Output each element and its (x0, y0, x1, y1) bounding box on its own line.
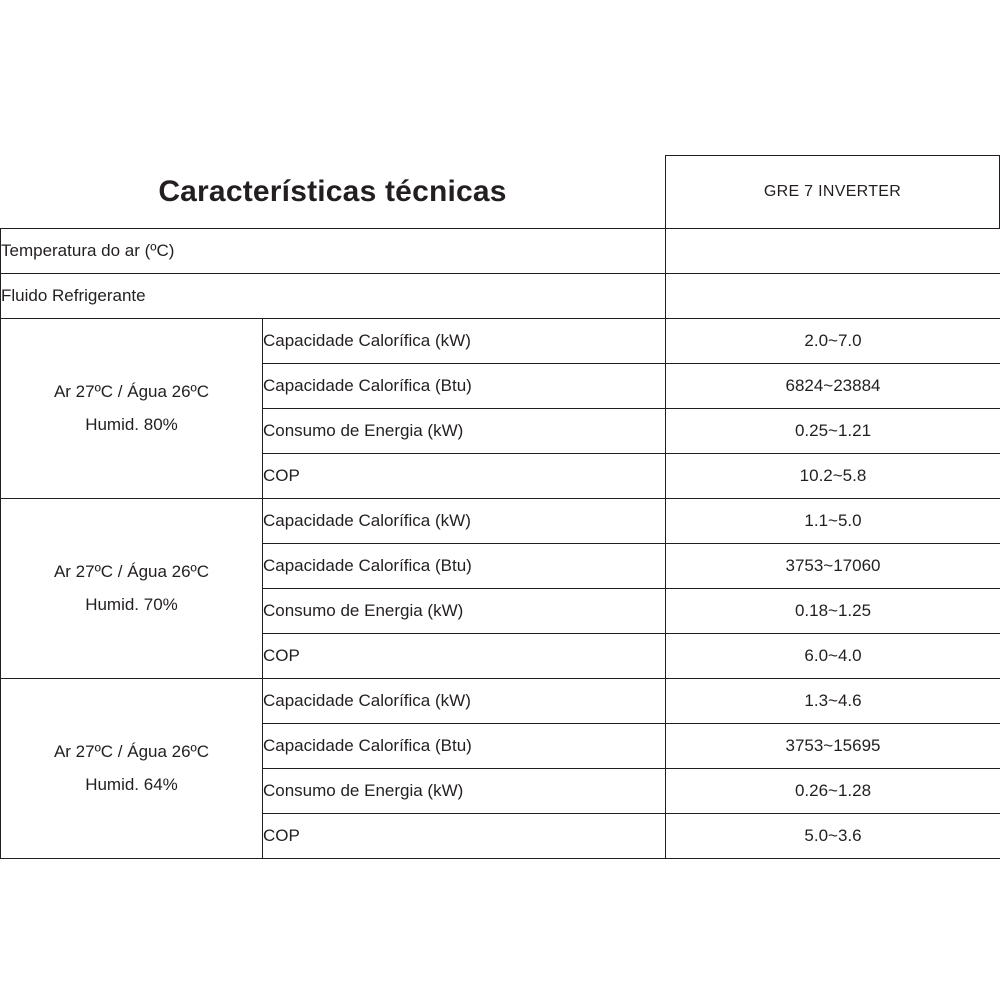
specifications-table (0, 228, 1000, 859)
row-label: Capacidade Calorífica (Btu) (263, 544, 666, 589)
row-label: Capacidade Calorífica (kW) (263, 319, 666, 364)
row-label: Capacidade Calorífica (kW) (263, 499, 666, 544)
row-label: COP (263, 454, 666, 499)
table-row (1, 229, 1000, 274)
row-value: 6824~23884 (666, 364, 1000, 409)
condition-group-label (1, 319, 263, 499)
row-value (666, 229, 1000, 274)
row-value: 0.18~1.25 (666, 589, 1000, 634)
row-label: Consumo de Energia (kW) (263, 589, 666, 634)
model-name: GRE 7 INVERTER (763, 183, 902, 200)
row-value (666, 274, 1000, 319)
row-label: Fluido Refrigerante (1, 274, 666, 319)
row-value: 2.0~7.0 (666, 319, 1000, 364)
condition-line-1: Ar 27ºC / Água 26ºC (53, 742, 210, 762)
page-title-cell (0, 155, 665, 228)
condition-line-1: Ar 27ºC / Água 26ºC (53, 382, 210, 402)
row-label: Consumo de Energia (kW) (263, 409, 666, 454)
condition-line-2: Humid. 70% (85, 594, 178, 614)
row-value: 3753~15695 (666, 724, 1000, 769)
row-value: 10.2~5.8 (666, 454, 1000, 499)
table-row (1, 679, 1000, 724)
page-title: Características técnicas (158, 174, 507, 208)
row-value: 1.3~4.6 (666, 679, 1000, 724)
row-value: 5.0~3.6 (666, 814, 1000, 859)
row-label: Temperatura do ar (ºC) (1, 229, 666, 274)
table-row (1, 319, 1000, 364)
condition-line-1: Ar 27ºC / Água 26ºC (53, 562, 210, 582)
row-value: 0.26~1.28 (666, 769, 1000, 814)
row-label: COP (263, 634, 666, 679)
table-row (1, 499, 1000, 544)
row-label: Capacidade Calorífica (Btu) (263, 724, 666, 769)
row-label: Capacidade Calorífica (kW) (263, 679, 666, 724)
row-value: 0.25~1.21 (666, 409, 1000, 454)
condition-group-label (1, 499, 263, 679)
table-row (1, 274, 1000, 319)
condition-group-label (1, 679, 263, 859)
condition-line-2: Humid. 80% (85, 414, 178, 434)
row-label: Consumo de Energia (kW) (263, 769, 666, 814)
condition-line-2: Humid. 64% (85, 774, 178, 794)
table-header-row (0, 155, 1000, 228)
row-value: 1.1~5.0 (666, 499, 1000, 544)
row-label: COP (263, 814, 666, 859)
model-column-header (665, 155, 1000, 228)
row-value: 3753~17060 (666, 544, 1000, 589)
row-value: 6.0~4.0 (666, 634, 1000, 679)
row-label: Capacidade Calorífica (Btu) (263, 364, 666, 409)
